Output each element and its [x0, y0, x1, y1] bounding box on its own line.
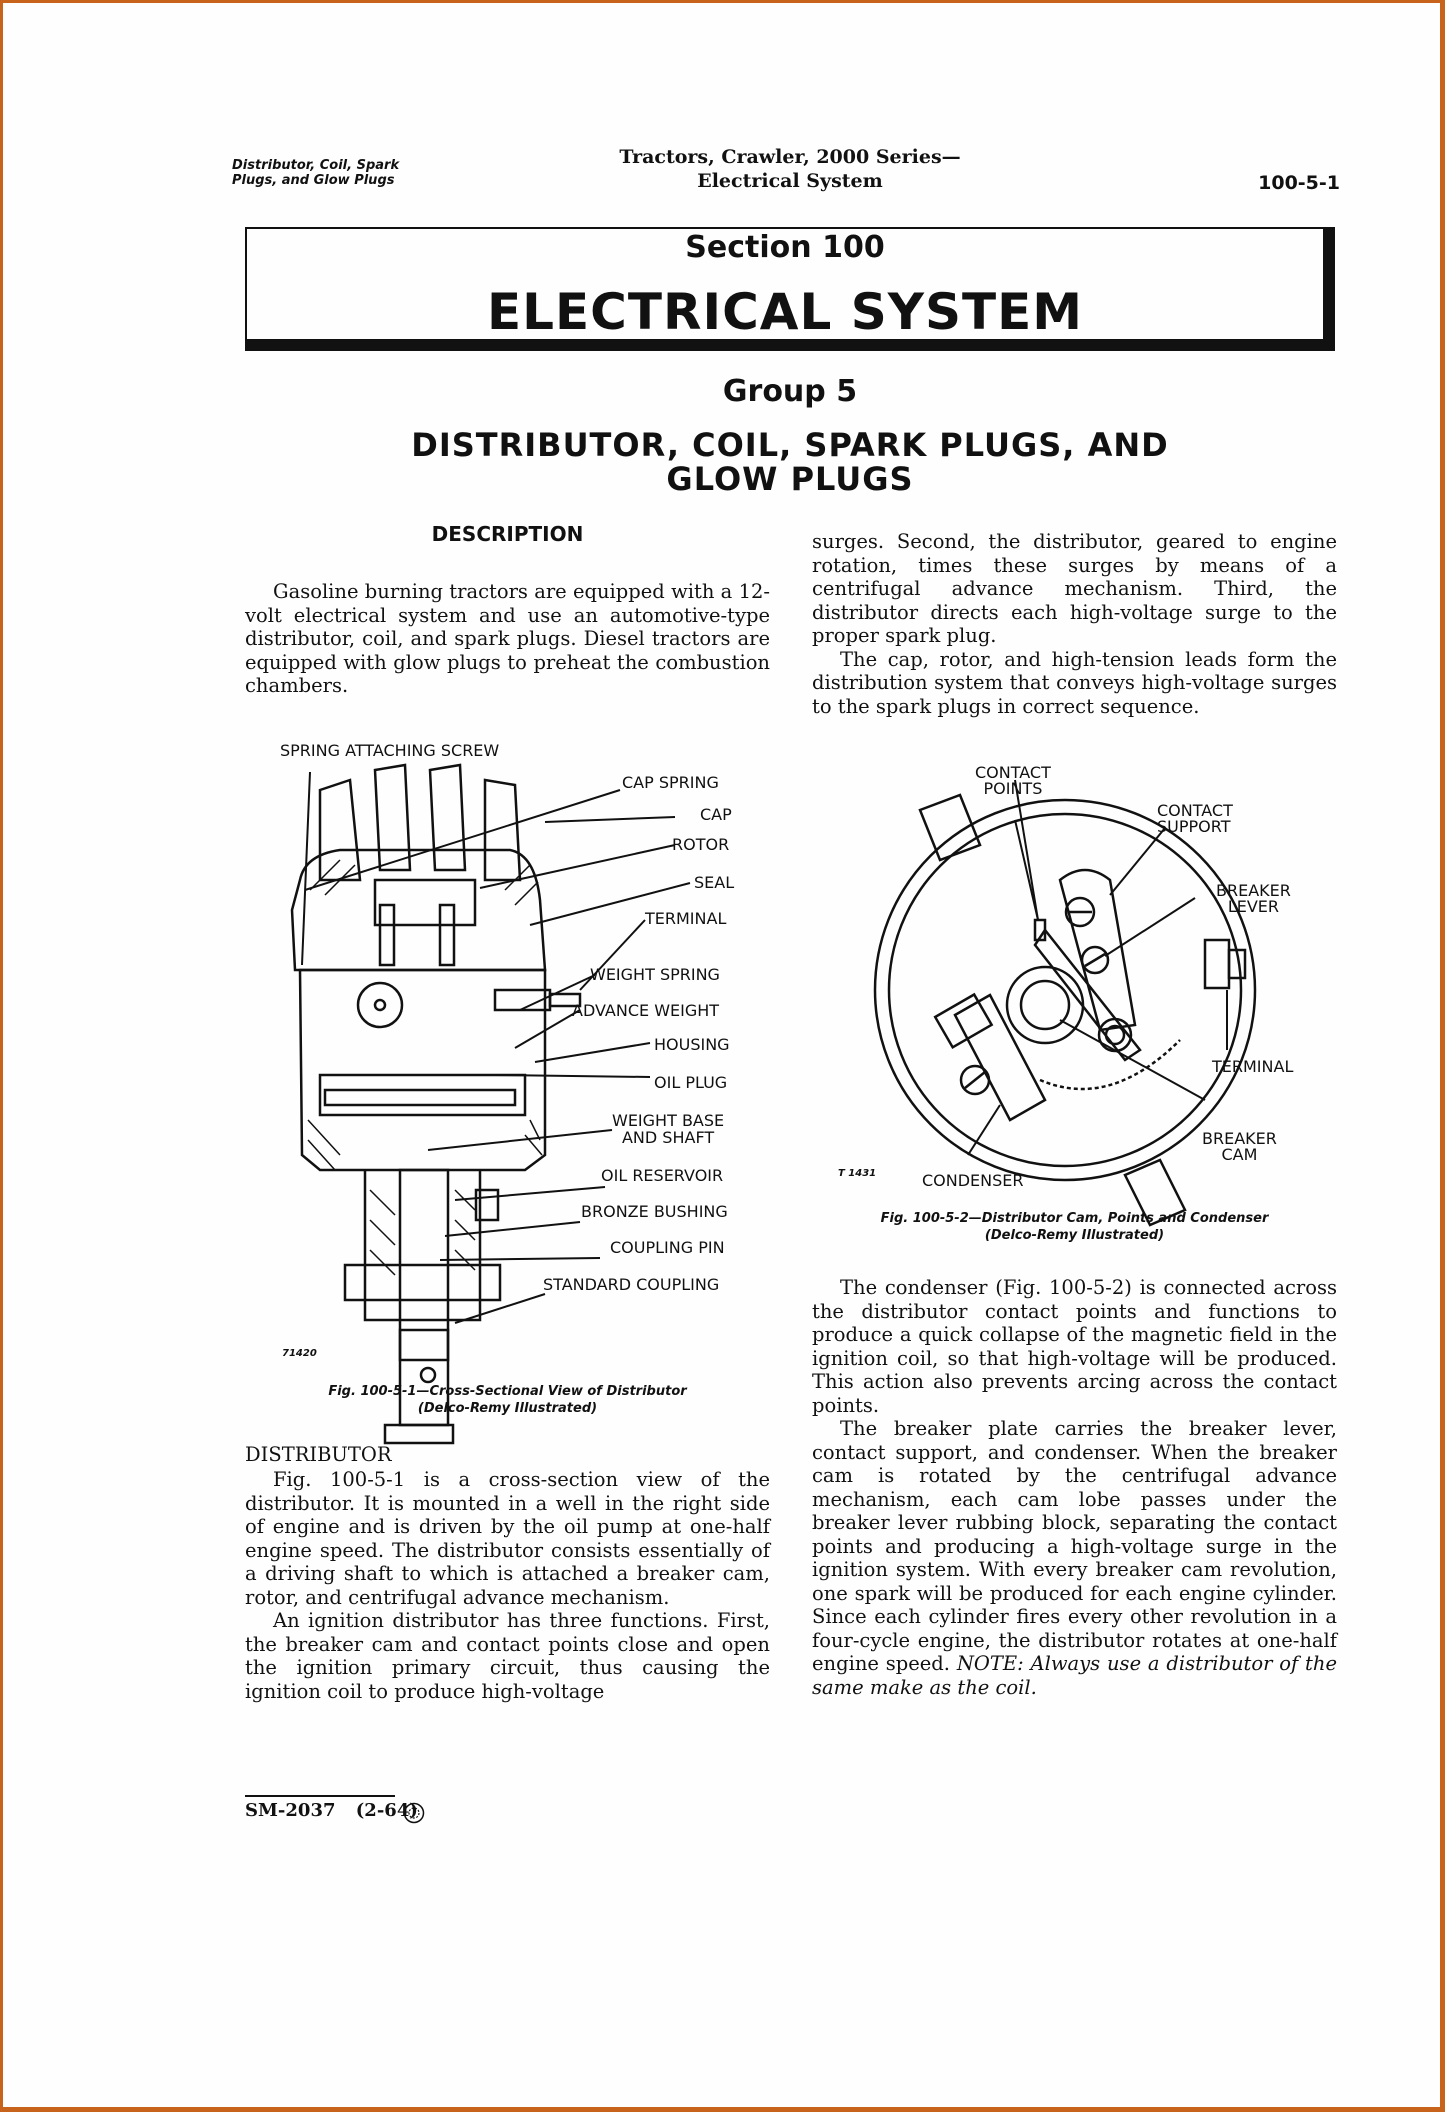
label-weight-base-and-shaft	[612, 1112, 724, 1146]
label-bronze-bushing: BRONZE BUSHING	[581, 1202, 728, 1221]
label-rotor: ROTOR	[672, 835, 730, 854]
distributor-text	[245, 1468, 770, 1703]
figure1-caption-line2: (Delco-Remy Illustrated)	[417, 1401, 598, 1416]
page-number: 100-5-1	[1258, 172, 1340, 194]
figure2-caption-line1: Fig. 100-5-2—Distributor Cam, Points and Condenser	[880, 1211, 1269, 1226]
label-coupling-pin: COUPLING PIN	[610, 1238, 725, 1257]
union-label-icon	[403, 1802, 425, 1824]
section-title: ELECTRICAL SYSTEM	[487, 283, 1083, 341]
breaker-plate-text: The breaker plate carries the breaker lever, contact support, and condenser. When the breaker cam is rotated by the centrifugal advance mechanism, each cam lobe passes under the breaker lever rubbing block, separating the contact points and producing a high-voltage surge in the ignition system. With every breaker cam revolution, one spark will be produced for each engine cylinder. Since each cylinder fires every other revolution in a four-cycle engine, the distributor rotates at one-half engine speed.	[812, 1417, 1337, 1675]
figure1-caption-line1: Fig. 100-5-1—Cross-Sectional View of Distributor	[328, 1384, 687, 1399]
group-title	[245, 428, 1335, 496]
label-terminal-fig2: TERMINAL	[1212, 1057, 1294, 1076]
header-title-line2: Electrical System	[697, 170, 883, 192]
label-cap-spring: CAP SPRING	[622, 773, 719, 792]
label-cap: CAP	[700, 805, 732, 824]
distribution-system-paragraph: The cap, rotor, and high-tension leads form the distribution system that conveys high-voltage surges to the spark plugs in correct sequence.	[812, 647, 1337, 718]
label-housing: HOUSING	[654, 1035, 730, 1054]
breaker-plate-drawing	[875, 795, 1255, 1225]
label-condenser: CONDENSER	[922, 1171, 1024, 1190]
label-weight-spring: WEIGHT SPRING	[590, 965, 720, 984]
figure2-caption	[812, 1210, 1337, 1244]
distributor-heading: DISTRIBUTOR	[245, 1443, 392, 1466]
label-contact-points-line1: CONTACT	[975, 763, 1051, 782]
description-paragraph: Gasoline burning tractors are equipped with a 12-volt electrical system and use an automotive-type distributor, coil, and spark plugs. Diesel tractors are equipped with glow plugs to preheat the combustion chambers.	[245, 580, 770, 697]
hatching	[308, 860, 542, 1275]
section-number: Section 100	[685, 230, 885, 265]
label-breaker-cam-line1: BREAKER	[1202, 1129, 1277, 1148]
breaker-plate-paragraph	[812, 1417, 1337, 1699]
header-topic-line1: Distributor, Coil, Spark	[232, 158, 400, 173]
figure2-caption-line2: (Delco-Remy Illustrated)	[984, 1228, 1165, 1243]
label-advance-weight: ADVANCE WEIGHT	[572, 1001, 720, 1020]
label-seal: SEAL	[694, 873, 735, 892]
label-contact-support-line2: SUPPORT	[1157, 817, 1231, 836]
footer-date-code: (2-64)	[355, 1800, 418, 1821]
figure1-caption	[245, 1383, 770, 1417]
label-contact-support	[1157, 803, 1233, 835]
distributor-drawing	[292, 765, 580, 1443]
header-title-line1: Tractors, Crawler, 2000 Series—	[619, 146, 961, 168]
label-spring-attaching-screw: SPRING ATTACHING SCREW	[280, 741, 500, 760]
group-title-line1: DISTRIBUTOR, COIL, SPARK PLUGS, AND	[411, 426, 1169, 464]
figure2-leader-lines	[968, 780, 1227, 1155]
right-column-text-top	[812, 530, 1337, 718]
running-header-topic	[232, 158, 472, 188]
footer-code	[245, 1800, 418, 1821]
label-contact-points	[975, 765, 1051, 797]
right-column-text-bottom	[812, 1276, 1337, 1699]
note-text: NOTE: Always use a distributor of the same make as the coil.	[812, 1652, 1337, 1699]
label-contact-points-line2: POINTS	[983, 779, 1043, 798]
label-breaker-cam	[1202, 1131, 1277, 1163]
footer-doc-code: SM-2037	[245, 1800, 336, 1821]
group-number: Group 5	[722, 374, 858, 409]
label-oil-reservoir: OIL RESERVOIR	[601, 1166, 724, 1185]
label-contact-support-line1: CONTACT	[1157, 801, 1233, 820]
label-terminal: TERMINAL	[645, 909, 727, 928]
figure1-image-number: 71420	[282, 1348, 317, 1359]
label-weight-base-line1: WEIGHT BASE	[612, 1111, 725, 1130]
condenser-paragraph: The condenser (Fig. 100-5-2) is connected across the distributor contact points and functions to produce a quick collapse of the magnetic field in the ignition coil, so that high-voltage will be produced. This action also prevents arcing across the contact points.	[812, 1276, 1337, 1417]
header-topic-line2: Plugs, and Glow Plugs	[232, 173, 395, 188]
label-weight-base-line2: AND SHAFT	[621, 1128, 715, 1147]
footer-rule	[245, 1795, 395, 1797]
label-breaker-cam-line2: CAM	[1221, 1145, 1258, 1164]
figure2-image-number: T 1431	[838, 1168, 877, 1179]
group-title-line2: GLOW PLUGS	[666, 460, 914, 498]
label-breaker-lever	[1216, 883, 1291, 915]
distributor-paragraph-1: Fig. 100-5-1 is a cross-section view of the distributor. It is mounted in a well in the right side of engine and is driven by the oil pump at one-half engine speed. The distributor consists essentially of a driving shaft to which is attached a breaker cam, rotor, and centrifugal advance mechanism.	[245, 1468, 770, 1609]
label-breaker-lever-line2: LEVER	[1227, 897, 1280, 916]
functions-continued-paragraph: surges. Second, the distributor, geared to engine rotation, times these surges by means of a centrifugal advance mechanism. Third, the distributor directs each high-voltage surge to the proper spark plug.	[812, 530, 1337, 647]
distributor-paragraph-2: An ignition distributor has three functions. First, the breaker cam and contact points close and open the ignition primary circuit, thus causing the ignition coil to produce high-voltage	[245, 1609, 770, 1703]
label-standard-coupling: STANDARD COUPLING	[543, 1275, 720, 1294]
running-header-title	[560, 145, 1020, 193]
label-breaker-lever-line1: BREAKER	[1216, 881, 1291, 900]
label-oil-plug: OIL PLUG	[654, 1073, 728, 1092]
description-text	[245, 580, 770, 698]
description-heading: DESCRIPTION	[431, 522, 584, 546]
